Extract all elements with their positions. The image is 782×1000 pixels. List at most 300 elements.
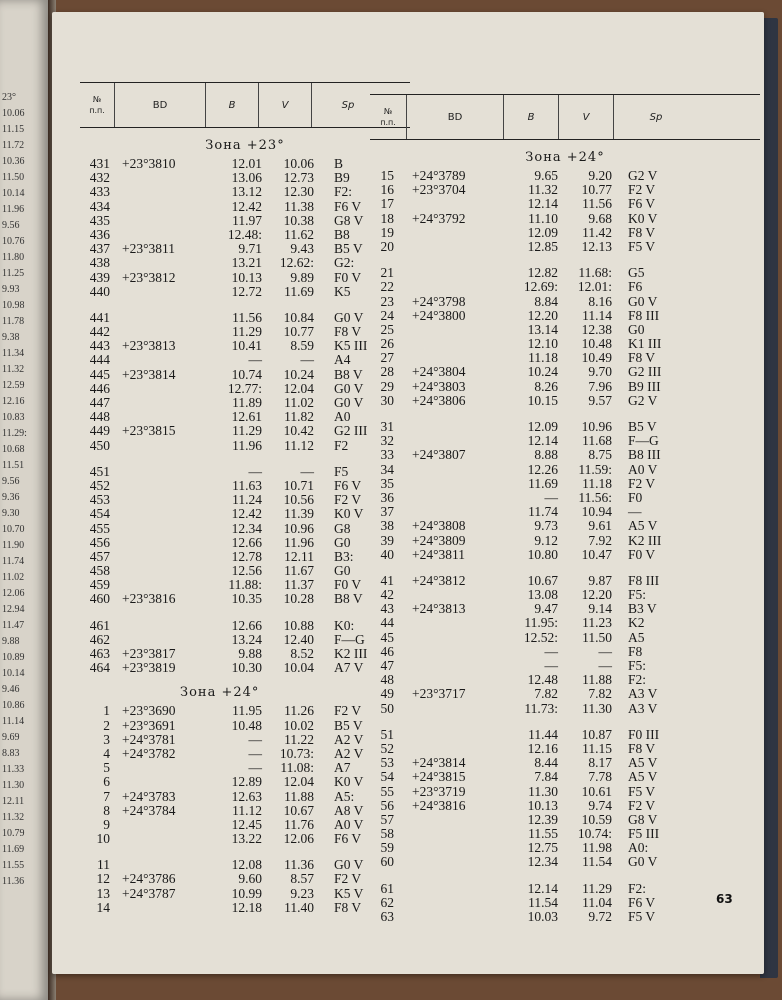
spectral-class: A8 V bbox=[334, 802, 364, 818]
table-row bbox=[80, 489, 410, 508]
table-row bbox=[80, 182, 410, 200]
row-number: 28 bbox=[380, 364, 394, 380]
v-magnitude: 11.39 bbox=[284, 506, 314, 522]
previous-page-fragment: 11.14 bbox=[2, 716, 25, 727]
b-magnitude: 12.78 bbox=[231, 548, 262, 564]
spectral-class: K0 V bbox=[628, 210, 658, 226]
table-row bbox=[370, 477, 760, 491]
b-magnitude: 12.42 bbox=[231, 198, 262, 214]
spectral-class: G0 V bbox=[334, 395, 364, 410]
group-spacer bbox=[370, 408, 760, 420]
right-table-column bbox=[370, 94, 760, 924]
row-number: 14 bbox=[96, 899, 110, 915]
previous-page-fragment: 11.74 bbox=[2, 556, 25, 567]
spectral-class: B9 bbox=[334, 170, 350, 186]
row-number: 447 bbox=[89, 395, 110, 410]
bd-designation: +23°3810 bbox=[122, 156, 176, 171]
bd-designation: +24°3806 bbox=[412, 392, 466, 408]
row-number: 443 bbox=[89, 338, 110, 354]
row-number: 40 bbox=[380, 546, 394, 562]
table-row bbox=[80, 522, 410, 536]
b-magnitude: 12.10 bbox=[527, 336, 558, 352]
spectral-class: A5 V bbox=[628, 769, 658, 785]
bd-designation: +24°3815 bbox=[412, 769, 466, 785]
spectral-class: G2 III bbox=[628, 364, 662, 380]
v-magnitude: 10.71 bbox=[283, 477, 314, 493]
b-magnitude: 11.32 bbox=[528, 182, 558, 198]
previous-page-fragment: 11.78 bbox=[2, 316, 25, 327]
bd-designation: +24°3781 bbox=[122, 731, 176, 747]
table-row bbox=[80, 790, 410, 804]
v-magnitude: 11.22 bbox=[284, 731, 314, 747]
table-row bbox=[80, 643, 410, 661]
v-magnitude: 8.16 bbox=[588, 293, 612, 309]
previous-page-fragment: 12.94 bbox=[2, 604, 25, 615]
spectral-class: F6 V bbox=[334, 477, 362, 493]
b-magnitude: 12.56 bbox=[231, 563, 262, 579]
v-magnitude: 11.88 bbox=[284, 788, 314, 804]
v-magnitude: — bbox=[598, 658, 612, 673]
b-magnitude: 8.44 bbox=[534, 755, 558, 771]
table-row bbox=[370, 702, 760, 716]
b-magnitude: 10.74 bbox=[231, 366, 262, 382]
bd-designation bbox=[110, 325, 212, 339]
table-row bbox=[370, 463, 760, 477]
spectral-class: A4 bbox=[334, 352, 351, 368]
star-table-rows bbox=[80, 700, 410, 915]
row-number: 18 bbox=[380, 210, 394, 226]
row-number: 4 bbox=[103, 745, 110, 761]
table-row bbox=[370, 841, 760, 855]
spectral-class: A7 V bbox=[334, 660, 364, 676]
previous-page-fragment: 11.90 bbox=[2, 540, 25, 551]
bd-designation bbox=[394, 505, 504, 519]
b-magnitude: 12.52: bbox=[523, 629, 558, 645]
spectral-class: — bbox=[628, 504, 642, 520]
b-magnitude: 12.14 bbox=[527, 880, 558, 896]
b-magnitude: — bbox=[544, 643, 558, 659]
v-magnitude: 11.40 bbox=[284, 899, 314, 915]
bd-designation: +24°3811 bbox=[412, 546, 466, 562]
row-number: 434 bbox=[89, 198, 110, 214]
v-magnitude: 10.84 bbox=[283, 309, 314, 325]
bd-designation bbox=[394, 491, 504, 505]
table-row bbox=[370, 687, 760, 701]
bd-designation bbox=[110, 256, 212, 270]
b-magnitude: 10.99 bbox=[231, 885, 262, 901]
v-magnitude: 11.56: bbox=[578, 489, 612, 505]
spectral-class: F2 V bbox=[628, 182, 656, 198]
v-magnitude: 7.82 bbox=[588, 686, 612, 702]
b-magnitude: 12.34 bbox=[527, 854, 558, 870]
spectral-class: K2 III bbox=[334, 646, 368, 661]
bd-designation bbox=[110, 214, 212, 228]
previous-page-fragment: 11.33 bbox=[2, 764, 25, 775]
header-sp: Sp bbox=[341, 99, 355, 111]
b-magnitude: 10.03 bbox=[527, 909, 558, 924]
v-magnitude: 11.69 bbox=[284, 283, 314, 299]
b-magnitude: 12.42 bbox=[231, 506, 262, 522]
row-number: 448 bbox=[89, 409, 110, 425]
spectral-class: G2 V bbox=[628, 392, 658, 408]
bd-designation bbox=[110, 761, 212, 775]
b-magnitude: 11.63 bbox=[232, 477, 262, 493]
table-row bbox=[80, 658, 410, 676]
v-magnitude: 11.38 bbox=[284, 198, 314, 214]
table-row bbox=[80, 392, 410, 410]
table-row bbox=[370, 491, 760, 505]
v-magnitude: 10.77 bbox=[283, 324, 314, 340]
bd-designation: +23°3819 bbox=[122, 660, 176, 676]
previous-page-fragment: 10.14 bbox=[2, 668, 25, 679]
table-row bbox=[370, 240, 760, 254]
b-magnitude: 11.30 bbox=[528, 783, 558, 799]
b-magnitude: 12.45 bbox=[231, 816, 262, 832]
row-number: 25 bbox=[380, 321, 394, 337]
b-magnitude: 12.82 bbox=[527, 265, 558, 281]
b-magnitude: 12.01 bbox=[231, 156, 262, 171]
spectral-class: B8 V bbox=[334, 366, 363, 382]
group-spacer bbox=[370, 870, 760, 882]
row-number: 23 bbox=[380, 293, 394, 309]
table-row bbox=[80, 818, 410, 832]
spectral-class: K5 V bbox=[334, 885, 364, 901]
bd-designation: +23°3690 bbox=[122, 703, 176, 719]
spectral-class: F8 III bbox=[628, 307, 660, 323]
table-row bbox=[370, 673, 760, 687]
table-row bbox=[370, 588, 760, 602]
spectral-class: G8 bbox=[334, 520, 351, 536]
table-row bbox=[80, 832, 410, 846]
v-magnitude: 8.52 bbox=[290, 646, 314, 661]
bd-designation bbox=[110, 171, 212, 185]
group-spacer bbox=[370, 716, 760, 728]
previous-page-fragment: 10.14 bbox=[2, 188, 25, 199]
row-number: 437 bbox=[89, 241, 110, 257]
zone-title: Зона +24° bbox=[525, 150, 605, 165]
previous-page-fragment: 10.79 bbox=[2, 828, 25, 839]
b-magnitude: 7.84 bbox=[534, 769, 558, 785]
row-number: 449 bbox=[89, 423, 110, 439]
v-magnitude: 12.38 bbox=[581, 321, 612, 337]
table-row bbox=[80, 238, 410, 257]
b-magnitude: 10.41 bbox=[231, 338, 262, 354]
spectral-class: B5 V bbox=[628, 419, 657, 434]
spectral-class: G0 V bbox=[334, 857, 364, 873]
v-magnitude: 11.08: bbox=[280, 760, 314, 776]
bd-designation: +24°3808 bbox=[412, 518, 466, 534]
row-number: 435 bbox=[89, 212, 110, 228]
v-magnitude: — bbox=[598, 643, 612, 659]
spectral-class: F0 V bbox=[334, 269, 362, 285]
header-bd: BD bbox=[115, 83, 206, 127]
row-number: 46 bbox=[380, 643, 394, 659]
table-row bbox=[370, 280, 760, 294]
previous-page-fragment: 10.70 bbox=[2, 524, 25, 535]
v-magnitude: 11.14 bbox=[582, 307, 612, 323]
row-number: 55 bbox=[380, 783, 394, 799]
v-magnitude: 10.96 bbox=[581, 419, 612, 434]
b-magnitude: 9.47 bbox=[534, 601, 558, 617]
v-magnitude: 11.23 bbox=[582, 615, 612, 631]
v-magnitude: 12.20 bbox=[581, 587, 612, 603]
table-row bbox=[80, 168, 410, 186]
b-magnitude: — bbox=[544, 658, 558, 673]
v-magnitude: 10.48 bbox=[581, 336, 612, 352]
table-row bbox=[80, 629, 410, 647]
bd-designation: +24°3786 bbox=[122, 871, 176, 887]
previous-page-fragment: 23° bbox=[2, 92, 16, 103]
b-magnitude: 11.96 bbox=[232, 437, 262, 453]
b-magnitude: 13.12 bbox=[231, 184, 262, 200]
bd-designation: +23°3811 bbox=[122, 241, 176, 257]
row-number: 463 bbox=[89, 646, 110, 661]
row-number: 5 bbox=[103, 760, 110, 776]
spectral-class: F8 V bbox=[628, 350, 656, 366]
row-number: 44 bbox=[380, 615, 394, 631]
row-number: 20 bbox=[380, 238, 394, 254]
spectral-class: F0 III bbox=[628, 726, 660, 742]
row-number: 24 bbox=[380, 307, 394, 323]
spectral-class: F2: bbox=[628, 672, 647, 688]
previous-page-fragment: 11.15 bbox=[2, 124, 25, 135]
table-row bbox=[80, 410, 410, 424]
previous-page-fragment: 11.32 bbox=[2, 812, 25, 823]
row-number: 54 bbox=[380, 769, 394, 785]
bd-designation bbox=[394, 477, 504, 491]
page-number: 63 bbox=[716, 892, 733, 906]
previous-page-edge bbox=[0, 0, 48, 1000]
v-magnitude: 9.23 bbox=[290, 885, 314, 901]
b-magnitude: 12.69: bbox=[523, 279, 558, 295]
b-magnitude: 8.88 bbox=[534, 447, 558, 463]
v-magnitude: 11.26 bbox=[284, 703, 314, 719]
spectral-class: F8 V bbox=[628, 740, 656, 756]
bd-designation bbox=[110, 550, 212, 564]
b-magnitude: 11.44 bbox=[528, 726, 558, 742]
v-magnitude: 11.68 bbox=[582, 433, 612, 449]
b-magnitude: 12.66 bbox=[231, 534, 262, 550]
book-page bbox=[52, 12, 764, 974]
row-number: 59 bbox=[380, 840, 394, 856]
spectral-class: B8 III bbox=[628, 447, 661, 463]
spectral-class: G0 V bbox=[628, 293, 658, 309]
row-number: 21 bbox=[380, 265, 394, 281]
row-number: 27 bbox=[380, 350, 394, 366]
v-magnitude: 9.14 bbox=[588, 601, 612, 617]
previous-page-fragment: 11.55 bbox=[2, 860, 25, 871]
b-magnitude: 12.20 bbox=[527, 307, 558, 323]
bd-designation bbox=[394, 434, 504, 448]
table-row bbox=[370, 631, 760, 645]
previous-page-fragment: 9.56 bbox=[2, 220, 20, 231]
spectral-class: K2 III bbox=[628, 532, 662, 548]
table-row bbox=[80, 747, 410, 761]
spectral-class: B3 V bbox=[628, 601, 657, 617]
spectral-class: A7 bbox=[334, 760, 351, 776]
bd-designation bbox=[110, 775, 212, 789]
b-magnitude: 13.14 bbox=[527, 321, 558, 337]
v-magnitude: 10.94 bbox=[581, 504, 612, 520]
b-magnitude: 12.39 bbox=[527, 811, 558, 827]
table-row bbox=[80, 901, 410, 915]
b-magnitude: 12.14 bbox=[527, 196, 558, 212]
b-magnitude: 10.35 bbox=[231, 591, 262, 607]
row-number: 57 bbox=[380, 811, 394, 827]
row-number: 8 bbox=[103, 802, 110, 818]
header-number: № п.п. bbox=[80, 83, 115, 127]
row-number: 13 bbox=[96, 885, 110, 901]
row-number: 31 bbox=[380, 419, 394, 434]
table-row bbox=[80, 439, 410, 453]
row-number: 3 bbox=[103, 731, 110, 747]
table-row bbox=[80, 546, 410, 564]
bd-designation bbox=[394, 631, 504, 645]
bd-designation bbox=[394, 323, 504, 337]
v-magnitude: 10.87 bbox=[581, 726, 612, 742]
row-number: 11 bbox=[97, 857, 110, 873]
v-magnitude: 10.06 bbox=[283, 156, 314, 171]
b-magnitude: 12.08 bbox=[231, 857, 262, 873]
spectral-class: F5: bbox=[628, 587, 647, 603]
spectral-class: F8 bbox=[628, 643, 643, 659]
v-magnitude: 10.56 bbox=[283, 492, 314, 508]
spectral-class: A5 V bbox=[628, 518, 658, 534]
header-number: № п.п. bbox=[370, 95, 407, 139]
bd-designation: +23°3816 bbox=[122, 591, 176, 607]
v-magnitude: 9.20 bbox=[588, 168, 612, 183]
bd-designation bbox=[110, 536, 212, 550]
table-row bbox=[370, 226, 760, 240]
group-spacer bbox=[80, 607, 410, 619]
bd-designation bbox=[110, 311, 212, 325]
b-magnitude: 11.12 bbox=[232, 802, 262, 818]
spectral-class: K5 bbox=[334, 283, 351, 299]
b-magnitude: 12.09 bbox=[527, 224, 558, 240]
table-row bbox=[80, 321, 410, 340]
table-row bbox=[80, 157, 410, 171]
spectral-class: B3: bbox=[334, 548, 354, 564]
spectral-class: G0 bbox=[334, 563, 351, 579]
spectral-class: G0 V bbox=[334, 380, 364, 396]
b-magnitude: 10.30 bbox=[231, 660, 262, 676]
bd-designation bbox=[394, 896, 504, 910]
previous-page-fragment: 10.86 bbox=[2, 700, 25, 711]
v-magnitude: 11.96 bbox=[284, 534, 314, 550]
b-magnitude: 12.63 bbox=[231, 788, 262, 804]
bd-designation: +24°3804 bbox=[412, 364, 466, 380]
v-magnitude: 11.29 bbox=[582, 880, 612, 896]
table-header bbox=[80, 82, 410, 128]
row-number: 49 bbox=[380, 686, 394, 702]
b-magnitude: — bbox=[248, 745, 262, 761]
previous-page-fragment: 10.98 bbox=[2, 300, 25, 311]
spectral-class: F8 III bbox=[628, 572, 660, 588]
bd-designation: +24°3792 bbox=[412, 210, 466, 226]
spectral-class: F0 V bbox=[628, 546, 656, 562]
v-magnitude: 9.74 bbox=[588, 797, 612, 813]
b-magnitude: 10.80 bbox=[527, 546, 558, 562]
b-magnitude: 12.85 bbox=[527, 238, 558, 254]
table-row bbox=[370, 420, 760, 434]
table-row bbox=[370, 448, 760, 462]
bd-designation bbox=[110, 858, 212, 872]
b-magnitude: 9.65 bbox=[534, 168, 558, 183]
bd-designation bbox=[394, 463, 504, 477]
row-number: 52 bbox=[380, 740, 394, 756]
b-magnitude: 10.24 bbox=[527, 364, 558, 380]
b-magnitude: 8.84 bbox=[534, 293, 558, 309]
spectral-class: A0 V bbox=[628, 461, 658, 477]
bd-designation bbox=[394, 351, 504, 365]
spectral-class: K0 V bbox=[334, 506, 364, 522]
row-number: 432 bbox=[89, 170, 110, 186]
table-row bbox=[370, 855, 760, 869]
previous-page-fragment: 11.34 bbox=[2, 348, 25, 359]
bd-designation: +24°3784 bbox=[122, 802, 176, 818]
previous-page-fragment: 10.83 bbox=[2, 412, 25, 423]
row-number: 34 bbox=[380, 461, 394, 477]
table-row bbox=[80, 733, 410, 747]
bd-designation bbox=[394, 266, 504, 280]
bd-designation: +23°3817 bbox=[122, 646, 176, 661]
v-magnitude: 12.04 bbox=[283, 774, 314, 790]
b-magnitude: 11.95 bbox=[232, 703, 262, 719]
spectral-class: B bbox=[334, 156, 344, 171]
row-number: 433 bbox=[89, 184, 110, 200]
table-row bbox=[370, 534, 760, 548]
spectral-class: F—G bbox=[628, 433, 659, 449]
bd-designation bbox=[394, 855, 504, 869]
spectral-class: B8 V bbox=[334, 591, 363, 607]
bd-designation: +23°3812 bbox=[122, 269, 176, 285]
v-magnitude: 8.57 bbox=[290, 871, 314, 887]
bd-designation: +24°3783 bbox=[122, 788, 176, 804]
v-magnitude: 9.70 bbox=[588, 364, 612, 380]
bd-designation bbox=[110, 353, 212, 367]
spectral-class: F5: bbox=[628, 658, 647, 673]
spectral-class: F2: bbox=[628, 880, 647, 896]
v-magnitude: 11.98 bbox=[582, 840, 612, 856]
b-magnitude: 11.89 bbox=[232, 395, 262, 410]
table-row bbox=[370, 337, 760, 351]
row-number: 43 bbox=[380, 601, 394, 617]
table-row bbox=[370, 266, 760, 280]
spectral-class: F2 V bbox=[628, 797, 656, 813]
row-number: 16 bbox=[380, 182, 394, 198]
header-b: B bbox=[504, 95, 559, 139]
table-row bbox=[80, 761, 410, 775]
previous-page-fragment: 10.36 bbox=[2, 156, 25, 167]
row-number: 464 bbox=[89, 660, 110, 676]
bd-designation bbox=[394, 645, 504, 659]
zone-title: Зона +24° bbox=[180, 685, 260, 701]
previous-page-fragment: 9.69 bbox=[2, 732, 20, 743]
bd-designation bbox=[394, 728, 504, 742]
b-magnitude: 11.74 bbox=[528, 504, 558, 520]
spectral-class: F5 bbox=[334, 463, 349, 479]
v-magnitude: 8.75 bbox=[588, 447, 612, 463]
spectral-class: G2: bbox=[334, 255, 355, 271]
v-magnitude: 12.11 bbox=[284, 548, 314, 564]
spectral-class: A3 V bbox=[628, 700, 658, 716]
spectral-class: F5 V bbox=[628, 238, 656, 254]
b-magnitude: 9.88 bbox=[238, 646, 262, 661]
row-number: 446 bbox=[89, 380, 110, 396]
row-number: 1 bbox=[103, 703, 110, 719]
table-row bbox=[370, 896, 760, 910]
row-number: 19 bbox=[380, 224, 394, 240]
